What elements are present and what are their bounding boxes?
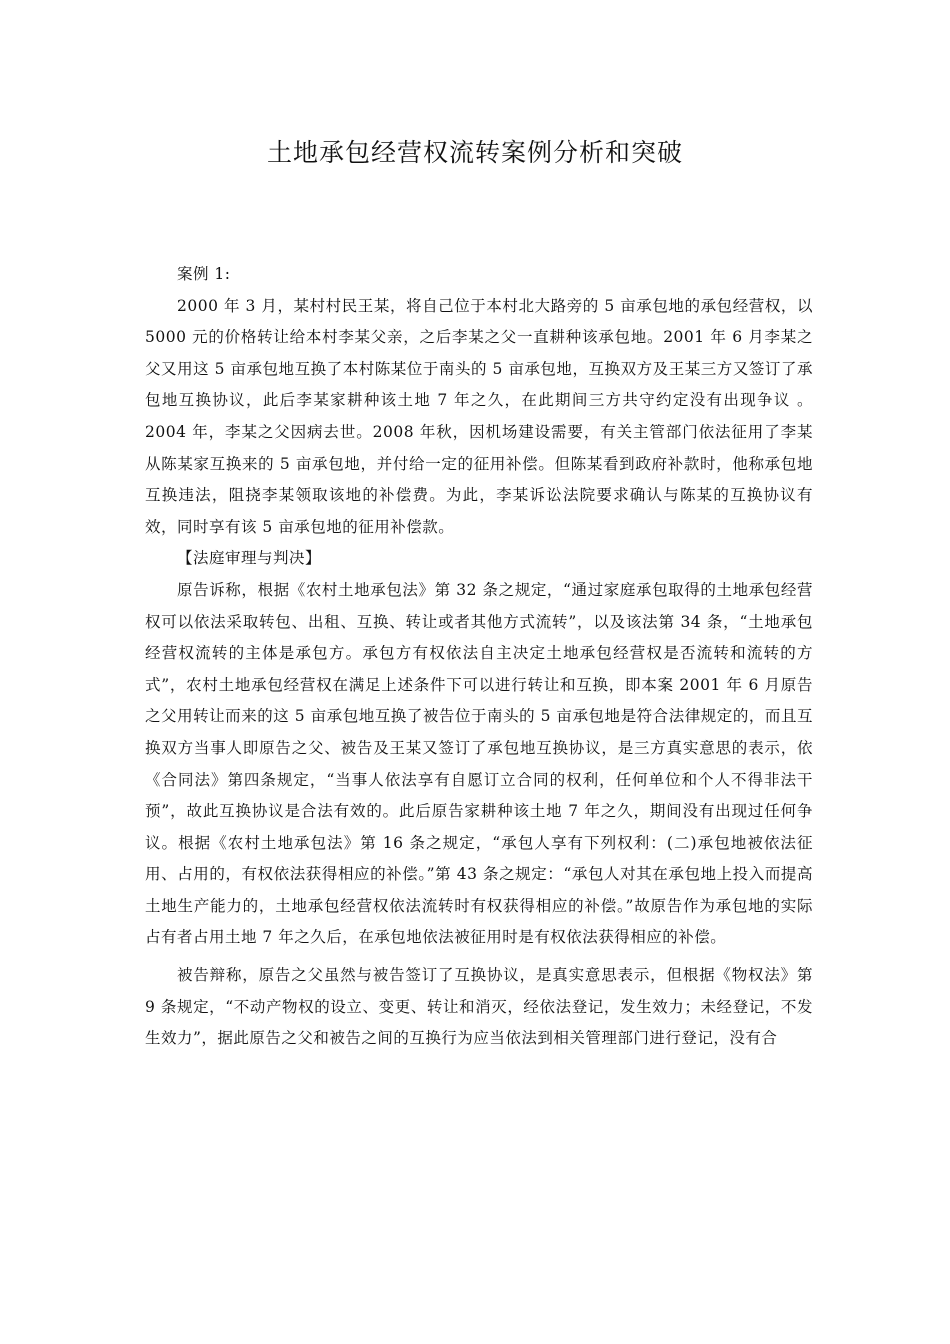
case-facts-paragraph: 2000 年 3 月，某村村民王某，将自己位于本村北大路旁的 5 亩承包地的承包经营权，以 5000 元的价格转让给本村李某父亲，之后李某之父一直耕种该承包地。2001 年 6 月李某之父又用这 5 亩承包地互换了本村陈某位于南头的 5 亩承包地，互换双方及王某三方又签订了承包地互换协议，此后李某家耕种该土地 7 年之久，在此期间三方共守约定没有出现争议 。2004 年，李某之父因病去世。2008 年秋，因机场建设需要，有关主管部门依法征用了李某从陈某家互换来的 5 亩承包地，并付给一定的征用补偿。但陈某看到政府补款时，他称承包地互换违法，阻挠李某领取该地的补偿费。为此，李某诉讼法院要求确认与陈某的互换协议有效，同时享有该 5 亩承包地的征用补偿款。 bbox=[145, 296, 813, 536]
section-heading: 【法庭审理与判决】 bbox=[177, 549, 322, 568]
defendant-defense-paragraph: 被告辩称，原告之父虽然与被告签订了互换协议，是真实意思表示，但根据《物权法》第 9 条规定，“不动产物权的设立、变更、转让和消灭，经依法登记，发生效力；未经登记，不发生效力”，据此原告之父和被告之间的互换行为应当依法到相关管理部门进行登记，没有合 bbox=[145, 966, 813, 1048]
plaintiff-claim-paragraph: 原告诉称，根据《农村土地承包法》第 32 条之规定，“通过家庭承包取得的土地承包经营权可以依法采取转包、出租、互换、转让或者其他方式流转”，以及该法第 34 条，“土地承包经营权流转的主体是承包方。承包方有权依法自主决定土地承包经营权是否流转和流转的方式”，农村土地承包经营权在满足上述条件下可以进行转让和互换，即本案 2001 年 6 月原告之父用转让而来的这 5 亩承包地互换了被告位于南头的 5 亩承包地是符合法律规定的，而且互换双方当事人即原告之父、被告及王某又签订了承包地互换协议，是三方真实意思的表示，依《合同法》第四条规定，“当事人依法享有自愿订立合同的权利，任何单位和个人不得非法干预”，故此互换协议是合法有效的。此后原告家耕种该土地 7 年之久，期间没有出现过任何争议。根据《农村土地承包法》第 16 条之规定，“承包人享有下列权利：(二)承包地被依法征用、占用的，有权依法获得相应的补偿。”第 43 条之规定：“承包人对其在承包地上投入而提高土地生产能力的，土地承包经营权依法流转时有权获得相应的补偿。”故原告作为承包地的实际占有者占用土地 7 年之久后，在承包地依法被征用时是有权依法获得相应的补偿。 bbox=[145, 580, 813, 947]
document-body bbox=[145, 259, 813, 1055]
case-heading: 案例 1: bbox=[177, 265, 231, 283]
document-title: 土地承包经营权流转案例分析和突破 bbox=[266, 138, 683, 167]
